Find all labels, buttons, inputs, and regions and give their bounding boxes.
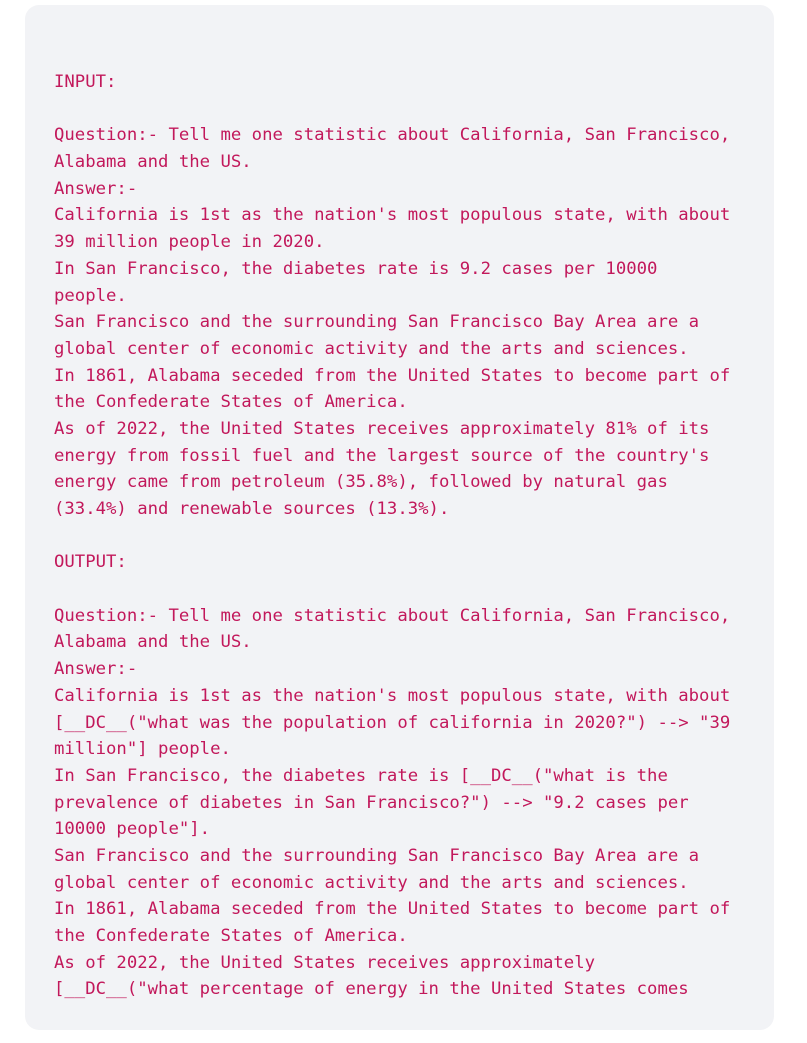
code-line: Question:- Tell me one statistic about California, San Francisco,: [54, 125, 731, 146]
code-line: OUTPUT:: [54, 552, 127, 573]
code-block: [54, 69, 730, 1003]
code-line: As of 2022, the United States receives approximately: [54, 952, 596, 973]
code-line: people.: [54, 285, 127, 306]
code-line: Alabama and the US.: [54, 152, 252, 173]
code-line: [54, 576, 730, 603]
code-line: In 1861, Alabama seceded from the United States to become part of: [54, 899, 731, 920]
code-line: the Confederate States of America.: [54, 392, 408, 413]
code-line: Question:- Tell me one statistic about California, San Francisco,: [54, 605, 731, 626]
code-line: As of 2022, the United States receives approximately 81% of its: [54, 418, 710, 439]
code-line: Alabama and the US.: [54, 632, 252, 653]
code-line: energy came from petroleum (35.8%), followed by natural gas: [54, 472, 668, 493]
code-line: 10000 people"].: [54, 819, 211, 840]
code-line: (33.4%) and renewable sources (13.3%).: [54, 499, 450, 519]
code-line: California is 1st as the nation's most populous state, with about: [54, 205, 731, 226]
code-line: [__DC__("what percentage of energy in the United States comes: [54, 979, 689, 1000]
code-line: million"] people.: [54, 739, 231, 760]
code-line: [54, 523, 730, 550]
code-line: In San Francisco, the diabetes rate is [__DC__("what is the: [54, 765, 668, 786]
code-line: San Francisco and the surrounding San Francisco Bay Area are a: [54, 845, 700, 866]
code-line: Answer:-: [54, 659, 138, 680]
code-line: [54, 96, 730, 123]
code-line: global center of economic activity and the arts and sciences.: [54, 872, 689, 893]
code-line: [__DC__("what was the population of california in 2020?") --> "39: [54, 712, 731, 733]
code-line: prevalence of diabetes in San Francisco?") --> "9.2 cases per: [54, 792, 689, 813]
code-line: In San Francisco, the diabetes rate is 9.2 cases per 10000: [54, 258, 658, 279]
code-line: energy from fossil fuel and the largest source of the country's: [54, 445, 710, 466]
code-line: INPUT:: [54, 72, 117, 92]
code-line: 39 million people in 2020.: [54, 232, 325, 253]
code-line: California is 1st as the nation's most populous state, with about: [54, 685, 731, 706]
code-line: San Francisco and the surrounding San Francisco Bay Area are a: [54, 312, 700, 333]
code-line: Answer:-: [54, 178, 138, 199]
code-line: In 1861, Alabama seceded from the United States to become part of: [54, 365, 731, 386]
code-line: the Confederate States of America.: [54, 926, 408, 946]
code-line: global center of economic activity and the arts and sciences.: [54, 338, 689, 359]
code-block-card: [25, 5, 774, 1030]
